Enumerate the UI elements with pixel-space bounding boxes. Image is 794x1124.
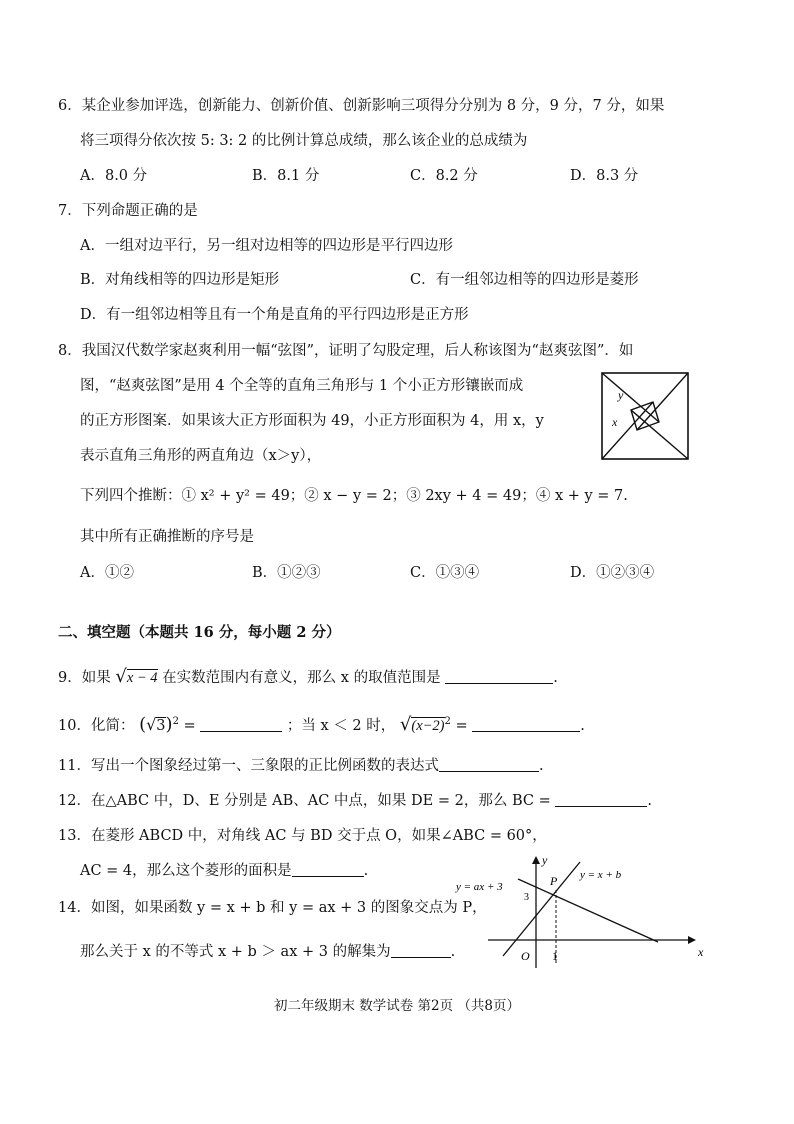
label-x-axis: x [698,945,704,959]
q9-radicand: x − 4 [126,670,158,686]
q8-option-d: D．①②③④ [570,565,655,581]
q12 [58,791,652,811]
q13-line2-text: AC = 4，那么这个菱形的面积是 [80,863,292,879]
q13-answer-blank[interactable] [292,862,364,877]
q10-root-value: 3 [156,717,166,734]
q8-ask: 其中所有正确推断的序号是 [80,529,254,545]
q10-answer-blank-2[interactable] [472,717,580,732]
q8-option-a: A．①② [80,565,134,581]
q12-text: 12．在△ABC 中，D、E 分别是 AB、AC 中点，如果 DE = 2，那么 BC = [58,793,551,809]
q14-end: . [450,944,456,960]
q14-answer-blank[interactable] [391,943,451,958]
q12-answer-blank[interactable] [555,792,647,807]
q6-stem-line2: 将三项得分依次按 5: 3: 2 的比例计算总成绩，那么该企业的总成绩为 [80,133,528,149]
page-footer: 初二年级期末 数学试卷 第2页 （共8页） [273,998,521,1014]
q10-eq-1: = [183,717,196,734]
q10: 10．化简： $(√3)^2$ = ；当 x ＜ 2 时， $√(x-2)^2$ = . [58,713,585,735]
zhao-shuang-figure [600,371,690,461]
label-origin: O [521,949,530,963]
q10-pre: 10．化简： [58,717,135,734]
q8-option-b: B．①②③ [252,565,321,581]
label-y: y [618,388,624,402]
sqrt-sign: √ [115,666,127,687]
q13-line2 [80,861,368,881]
q11 [58,756,544,776]
q8-option-c: C．①③④ [410,565,480,581]
q11-text: 11．写出一个图象经过第一、三象限的正比例函数的表达式 [58,758,439,774]
q10-exp-2: 2 [444,716,451,727]
q14-function-graph [448,852,710,970]
q14-line1: 14．如图，如果函数 y = x + b 和 y = ax + 3 的图象交点为 P， [58,900,487,916]
q8-inferences: 下列四个推断：① x² + y² = 49；② x − y = 2；③ 2xy + 4 = 49；④ x + y = 7. [80,488,628,504]
label-line-ax-plus-3: y = ax + 3 [456,881,503,893]
q8-stem-line2: 图，“赵爽弦图”是用 4 个全等的直角三角形与 1 个小正方形镶嵌而成 [80,378,524,394]
q10-inner: (x−2) [411,717,445,734]
label-y-axis: y [542,853,548,867]
line-x-plus-b [503,862,580,956]
q6-option-d: D．8.3 分 [570,168,639,184]
q12-end: . [647,793,652,809]
q10-mid: ；当 x ＜ 2 时， [286,717,396,734]
q11-answer-blank[interactable] [439,757,539,772]
q11-end: . [538,758,544,774]
q14-line2-text: 那么关于 x 的不等式 x + b ＞ ax + 3 的解集为 [80,944,391,960]
q6-option-b: B．8.1 分 [252,168,320,184]
y-axis-arrow-icon [532,856,540,864]
x-axis-arrow-icon [688,936,696,944]
q7-option-c: C．有一组邻边相等的四边形是菱形 [410,272,639,288]
q13-end: . [363,863,369,879]
q6-stem-line1: 6．某企业参加评选，创新能力、创新价值、创新影响三项得分分别为 8 分，9 分，7 分，如果 [58,98,665,114]
q10-end: . [580,717,585,734]
q8-stem-line3: 的正方形图案．如果该大正方形面积为 49，小正方形面积为 4，用 x，y [80,413,544,429]
q6-option-a: A．8.0 分 [80,168,148,184]
q7-option-b: B．对角线相等的四边形是矩形 [80,272,280,288]
q8-stem-line4: 表示直角三角形的两直角边（x＞y）， [80,448,322,464]
q9 [58,667,558,688]
q9-pre: 9．如果 [58,670,111,686]
inner-square [631,402,659,430]
q10-answer-blank-1[interactable] [200,717,282,732]
q13-line1: 13．在菱形 ABCD 中，对角线 AC 与 BD 交于点 O，如果∠ABC = 60°， [58,828,547,844]
label-p: P [550,874,558,888]
label-line-x-plus-b: y = x + b [580,869,622,881]
q7-option-d: D．有一组邻边相等且有一个角是直角的平行四边形是正方形 [80,307,469,323]
label-one: 1 [552,949,558,963]
label-x: x [612,415,618,429]
q7-stem: 7．下列命题正确的是 [58,203,198,219]
q6-option-c: C．8.2 分 [410,168,478,184]
label-three: 3 [524,892,529,903]
q9-post: 在实数范围内有意义，那么 x 的取值范围是 [162,670,441,686]
section-2-title: 二、填空题（本题共 16 分，每小题 2 分） [58,624,341,641]
q14-line2 [80,942,455,962]
q10-exp-1: 2 [172,716,179,727]
q8-stem-line1: 8．我国汉代数学家赵爽利用一幅“弦图”，证明了勾股定理，后人称该图为“赵爽弦图”．如 [58,343,634,359]
q9-answer-blank[interactable] [445,669,553,684]
q7-option-a: A．一组对边平行，另一组对边相等的四边形是平行四边形 [80,238,453,254]
line-ax-plus-3 [518,879,658,942]
q10-eq-2: = [455,717,468,734]
q9-end: . [553,670,558,686]
